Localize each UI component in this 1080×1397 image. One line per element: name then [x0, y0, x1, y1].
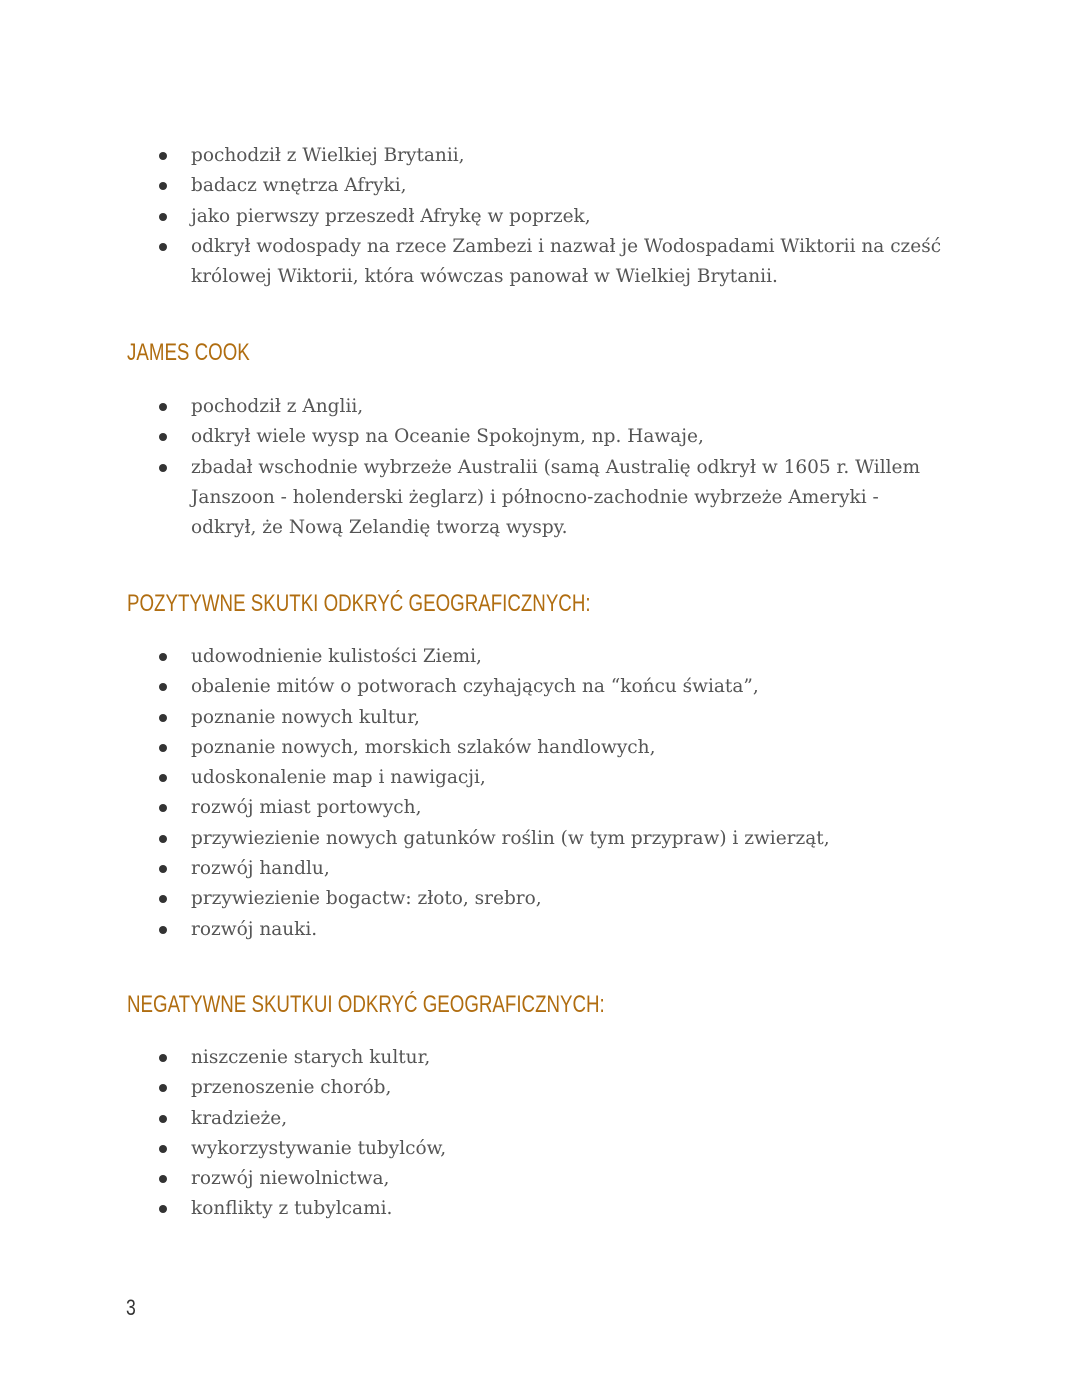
- list-item: przenoszenie chorób,: [0, 1073, 1080, 1103]
- list-item: kradzieże,: [0, 1104, 1080, 1134]
- list-item: przywiezienie bogactw: złoto, srebro,: [0, 884, 1080, 914]
- list-item: rozwój nauki.: [0, 915, 1080, 945]
- list-item: odkrył wodospady na rzece Zambezi i nazwał je Wodospadami Wiktorii na cześć królowej Wiktorii, która wówczas panował w Wielkiej Brytanii.: [0, 232, 1080, 293]
- list-item: rozwój niewolnictwa,: [0, 1164, 1080, 1194]
- bullet-icon: [159, 744, 167, 752]
- list-item: wykorzystywanie tubylców,: [0, 1134, 1080, 1164]
- livingstone-list: [0, 141, 1080, 292]
- bullet-icon: [159, 1084, 167, 1092]
- bullet-icon: [159, 243, 167, 251]
- bullet-icon: [159, 653, 167, 661]
- bullet-icon: [159, 152, 167, 160]
- list-item: udowodnienie kulistości Ziemi,: [0, 642, 1080, 672]
- bullet-icon: [159, 433, 167, 441]
- list-item: niszczenie starych kultur,: [0, 1043, 1080, 1073]
- list-item: pochodził z Wielkiej Brytanii,: [0, 141, 1080, 171]
- list-item: obalenie mitów o potworach czyhających na “końcu świata”,: [0, 672, 1080, 702]
- list-item: przywiezienie nowych gatunków roślin (w tym przypraw) i zwierząt,: [0, 824, 1080, 854]
- section-heading-negative-effects: NEGATYWNE SKUTKUI ODKRYĆ GEOGRAFICZNYCH:: [127, 991, 605, 1018]
- list-item: zbadał wschodnie wybrzeże Australii (samą Australię odkrył w 1605 r. Willem Janszoon - holenderski żeglarz) i północno-zachodnie wybrzeże Ameryki - odkrył, że Nową Zelandię tworzą wyspy.: [0, 453, 1080, 544]
- bullet-icon: [159, 1175, 167, 1183]
- bullet-icon: [159, 926, 167, 934]
- bullet-icon: [159, 835, 167, 843]
- bullet-icon: [159, 804, 167, 812]
- bullet-icon: [159, 865, 167, 873]
- section-heading-positive-effects: POZYTYWNE SKUTKI ODKRYĆ GEOGRAFICZNYCH:: [127, 590, 591, 617]
- bullet-icon: [159, 683, 167, 691]
- list-item: konflikty z tubylcami.: [0, 1194, 1080, 1224]
- page-number: 3: [126, 1295, 136, 1320]
- list-item: pochodził z Anglii,: [0, 392, 1080, 422]
- bullet-icon: [159, 895, 167, 903]
- list-item: rozwój miast portowych,: [0, 793, 1080, 823]
- bullet-icon: [159, 182, 167, 190]
- list-item: odkrył wiele wysp na Oceanie Spokojnym, np. Hawaje,: [0, 422, 1080, 452]
- bullet-icon: [159, 714, 167, 722]
- bullet-icon: [159, 1054, 167, 1062]
- list-item: poznanie nowych, morskich szlaków handlowych,: [0, 733, 1080, 763]
- cook-list: [0, 392, 1080, 543]
- section-heading-james-cook: JAMES COOK: [127, 339, 250, 366]
- negative-effects-list: [0, 1043, 1080, 1225]
- list-item: udoskonalenie map i nawigacji,: [0, 763, 1080, 793]
- list-item: badacz wnętrza Afryki,: [0, 171, 1080, 201]
- list-item: jako pierwszy przeszedł Afrykę w poprzek,: [0, 202, 1080, 232]
- positive-effects-list: [0, 642, 1080, 945]
- bullet-icon: [159, 213, 167, 221]
- bullet-icon: [159, 774, 167, 782]
- bullet-icon: [159, 1115, 167, 1123]
- list-item: rozwój handlu,: [0, 854, 1080, 884]
- bullet-icon: [159, 1205, 167, 1213]
- bullet-icon: [159, 1145, 167, 1153]
- bullet-icon: [159, 464, 167, 472]
- bullet-icon: [159, 403, 167, 411]
- list-item: poznanie nowych kultur,: [0, 703, 1080, 733]
